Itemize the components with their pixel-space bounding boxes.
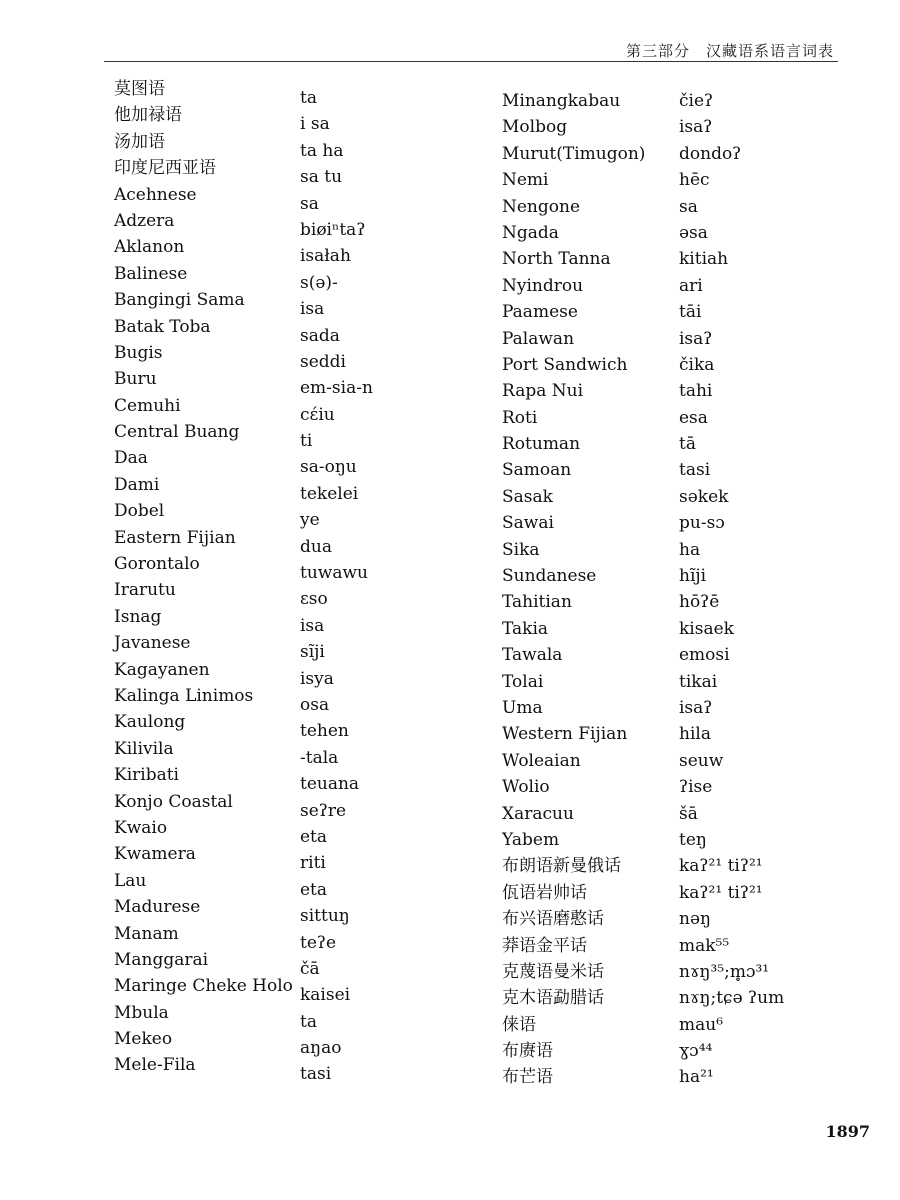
language-name: Manggarai [114, 949, 209, 970]
word-form: tuwawu [300, 563, 368, 584]
word-form: seuw [679, 750, 724, 771]
language-name: Acehnese [114, 184, 197, 205]
word-form: isa [300, 299, 325, 320]
language-name: Minangkabau [502, 91, 621, 111]
word-form: ɛso [300, 589, 328, 610]
word-form: hōʔē [679, 592, 720, 613]
word-form: tā [679, 434, 696, 455]
language-name: Wolio [502, 777, 550, 798]
word-form: nɤŋ;tɕə ʔum [679, 988, 785, 1009]
language-name: Daa [114, 448, 148, 469]
language-name: Kagayanen [114, 659, 210, 680]
language-name: Sawai [502, 513, 554, 534]
language-name: Nengone [502, 196, 581, 217]
word-form: kisaek [679, 618, 734, 639]
language-name: Kalinga Linimos [114, 685, 254, 706]
running-header: 第三部分 汉藏语系语言词表 [625, 42, 834, 60]
word-form: isya [300, 668, 334, 689]
language-name: 布芒语 [502, 1067, 553, 1088]
languages-right-column [502, 88, 645, 1091]
language-name: Dobel [114, 501, 165, 522]
header-rule [104, 61, 838, 62]
language-name: Uma [502, 697, 543, 718]
language-name: 莫图语 [114, 79, 165, 99]
word-form: mak⁵⁵ [679, 935, 730, 956]
language-name: 汤加语 [114, 131, 165, 152]
word-form: ʔise [679, 777, 713, 798]
word-form: isaʔ [679, 697, 713, 718]
word-form: tasi [300, 1064, 332, 1085]
language-name: Mekeo [114, 1029, 173, 1050]
language-name: Manam [114, 923, 179, 944]
word-form: kaisei [300, 985, 351, 1006]
word-form: cɛ́iu [300, 404, 335, 425]
word-form: teŋ [679, 829, 707, 850]
language-name: Batak Toba [114, 316, 211, 337]
language-name: Isnag [114, 606, 162, 627]
word-form: ye [300, 510, 320, 531]
word-form: isaʔ [679, 117, 713, 138]
word-form: tehen [300, 721, 349, 742]
word-form: ta ha [300, 140, 344, 161]
language-name: North Tanna [502, 249, 611, 270]
word-form: čieʔ [679, 91, 714, 111]
language-name: Eastern Fijian [114, 527, 236, 548]
word-form: dondoʔ [679, 143, 742, 164]
word-form: hēc [679, 170, 710, 191]
word-form: seddi [300, 351, 346, 372]
language-name: Javanese [114, 633, 191, 654]
language-name: Paamese [502, 302, 578, 323]
language-name: Aklanon [114, 237, 185, 258]
word-form: esa [679, 407, 708, 428]
word-form: isałah [300, 246, 351, 267]
languages-left-column [114, 76, 293, 1079]
language-name: Bugis [114, 342, 163, 363]
language-name: 佤语岩帅话 [502, 882, 587, 903]
language-name: Buru [114, 369, 157, 390]
word-form: dua [300, 536, 332, 557]
word-form: eta [300, 826, 328, 847]
word-form: ta [300, 1011, 317, 1032]
word-form: čika [679, 354, 715, 375]
word-form: sittuŋ [300, 906, 350, 927]
language-name: Xaracuu [502, 803, 574, 824]
word-form: i sa [300, 114, 330, 135]
forms-left-column [300, 85, 373, 1088]
language-name: Nemi [502, 170, 549, 191]
word-form: em-sia-n [300, 378, 373, 399]
language-name: Kaulong [114, 712, 186, 733]
word-form: s(ə)- [300, 272, 338, 293]
language-name: 印度尼西亚语 [114, 158, 216, 179]
language-name: 克蔑语曼米话 [502, 961, 604, 982]
language-name: Madurese [114, 897, 201, 918]
word-form: emosi [679, 645, 730, 666]
word-form: tasi [679, 460, 711, 481]
word-form: nəŋ [679, 909, 711, 930]
language-name: Dami [114, 474, 160, 495]
language-name: Kwaio [114, 817, 168, 838]
word-form: aŋao [300, 1038, 342, 1059]
page-number: 1897 [825, 1122, 870, 1141]
language-name: Yabem [502, 829, 560, 850]
language-name: 布朗语新曼俄话 [502, 856, 621, 877]
language-name: Tawala [502, 645, 563, 666]
word-form: hĩji [679, 566, 707, 587]
word-form: šā [679, 803, 698, 824]
word-form: ha [679, 539, 701, 560]
language-name: Kilivila [114, 738, 174, 759]
language-name: Konjo Coastal [114, 791, 233, 812]
word-form: səkek [679, 486, 729, 507]
language-name: Samoan [502, 460, 572, 481]
word-form: sa-oŋu [300, 457, 357, 478]
language-name: Mele-Fila [114, 1055, 196, 1076]
word-form: biøiⁿtaʔ [300, 219, 366, 240]
language-name: 布兴语磨憨话 [502, 909, 604, 930]
word-form: eta [300, 879, 328, 900]
word-form: ti [300, 431, 313, 452]
language-name: Sasak [502, 486, 553, 507]
word-form: -tala [300, 747, 339, 768]
word-form: ha²¹ [679, 1067, 714, 1088]
word-form: tahi [679, 381, 713, 402]
language-name: Tahitian [502, 592, 572, 613]
word-form: tikai [679, 671, 718, 692]
word-form: čā [300, 958, 320, 979]
language-name: Sundanese [502, 566, 597, 587]
word-form: nɤŋ³⁵;m̥ɔ³¹ [679, 961, 770, 982]
language-name: Palawan [502, 328, 575, 349]
word-form: isaʔ [679, 328, 713, 349]
word-form: əsa [679, 222, 708, 243]
word-form: ari [679, 275, 703, 296]
language-name: Molbog [502, 117, 568, 138]
language-name: Takia [502, 618, 549, 639]
word-form: seʔre [300, 800, 347, 821]
word-form: riti [300, 853, 326, 874]
word-form: sada [300, 325, 340, 346]
language-name: Mbula [114, 1002, 169, 1023]
language-name: Woleaian [502, 750, 581, 771]
word-form: sa [679, 196, 698, 217]
language-name: 俫语 [502, 1014, 536, 1035]
language-name: Irarutu [114, 580, 176, 601]
language-name: 布赓语 [502, 1041, 553, 1062]
language-name: Nyindrou [502, 275, 584, 296]
language-name: Lau [114, 870, 147, 891]
language-name: Roti [502, 407, 538, 428]
language-name: Tolai [502, 671, 544, 692]
word-form: ta [300, 88, 317, 108]
word-form: tāi [679, 302, 702, 323]
language-name: Rotuman [502, 434, 581, 455]
word-form: pu-sɔ [679, 513, 725, 534]
language-name: Sika [502, 539, 540, 560]
word-form: mau⁶ [679, 1014, 724, 1035]
word-form: sĩji [300, 642, 325, 663]
word-form: sa [300, 193, 319, 214]
language-name: Central Buang [114, 422, 240, 443]
word-form: hila [679, 724, 711, 745]
word-form: ɣɔ⁴⁴ [679, 1041, 713, 1062]
language-name: Ngada [502, 222, 559, 243]
word-form: sa tu [300, 167, 343, 188]
language-name: Western Fijian [502, 724, 628, 745]
language-name: Port Sandwich [502, 354, 628, 375]
language-name: 莽语金平话 [502, 935, 587, 956]
word-form: kaʔ²¹ tiʔ²¹ [679, 882, 763, 903]
word-form: tekelei [300, 483, 359, 504]
word-form: kitiah [679, 249, 729, 270]
language-name: Rapa Nui [502, 381, 584, 402]
language-name: Cemuhi [114, 395, 181, 416]
language-name: Balinese [114, 263, 188, 284]
language-name: Kwamera [114, 844, 196, 865]
language-name: Bangingi Sama [114, 290, 245, 311]
language-name: Maringe Cheke Holo [114, 976, 293, 997]
forms-right-column [679, 88, 784, 1091]
language-name: Murut(Timugon) [502, 143, 646, 164]
language-name: Gorontalo [114, 554, 200, 575]
word-form: kaʔ²¹ tiʔ²¹ [679, 856, 763, 877]
word-form: teuana [300, 774, 360, 795]
language-name: 克木语勐腊话 [502, 988, 604, 1009]
word-form: osa [300, 694, 330, 715]
word-form: isa [300, 615, 325, 636]
language-name: Kiribati [114, 765, 179, 786]
language-name: Adzera [114, 210, 175, 231]
word-form: teʔe [300, 932, 337, 953]
language-name: 他加禄语 [114, 105, 182, 126]
